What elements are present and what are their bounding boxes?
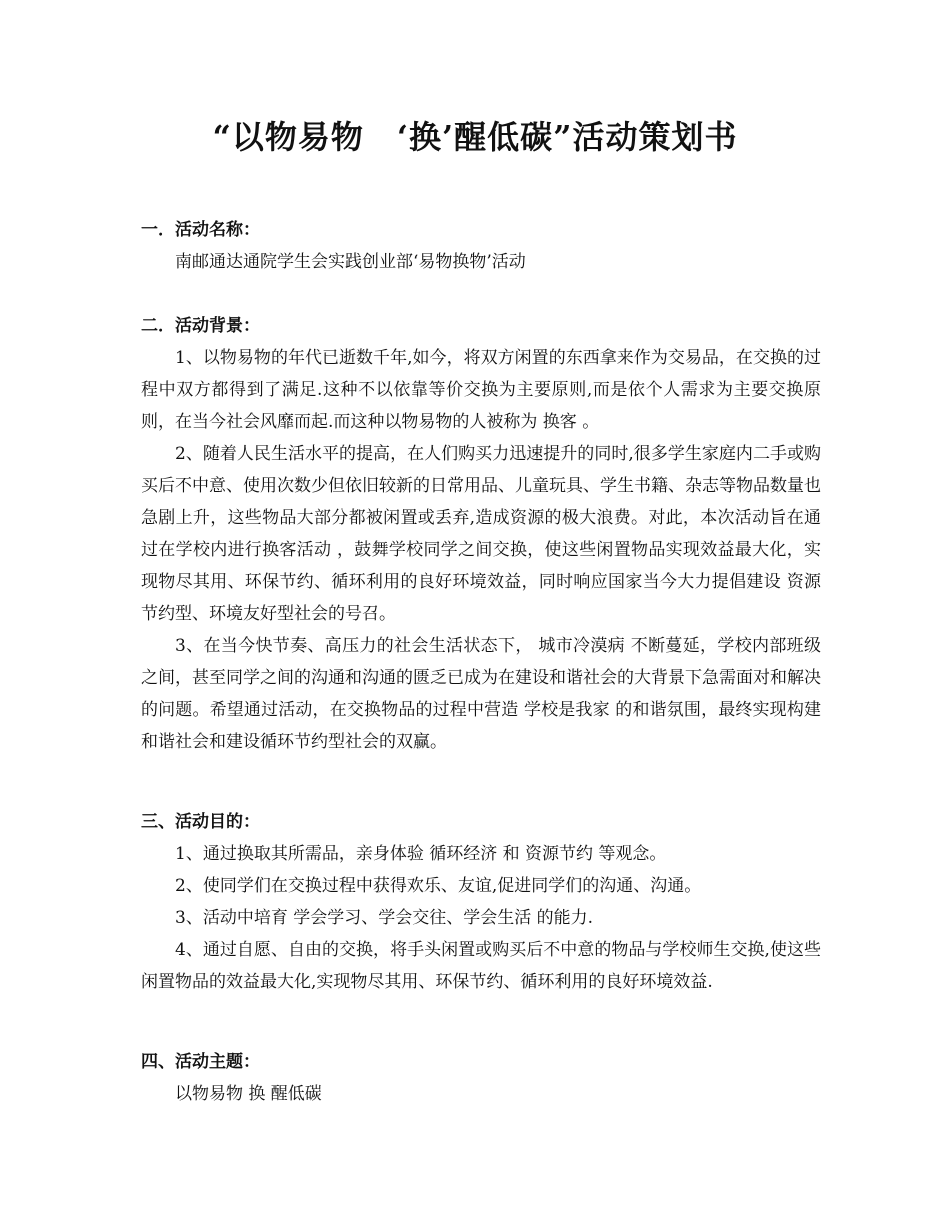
- paragraph: 以物易物 换 醒低碳: [175, 1084, 322, 1104]
- paragraph: 1、以物易物的年代已逝数千年,如今，将双方闲置的东西拿来作为交易品，在交换的过程中双方都得到了满足.这种不以依靠等价交换为主要原则,而是依个人需求为主要交换原则，在当今社会风靡而起.而这种以物易物的人被称为 换客 。: [141, 348, 821, 432]
- section-activity-theme: [141, 1046, 821, 1110]
- paragraph: 南邮通达通院学生会实践创业部‘易物换物’活动: [175, 252, 526, 272]
- section-activity-purpose: [141, 806, 821, 998]
- section-spacer: [141, 998, 821, 1046]
- paragraph: 4、通过自愿、自由的交换，将手头闲置或购买后不中意的物品与学校师生交换,使这些闲置物品的效益最大化,实现物尽其用、环保节约、循环利用的良好环境效益.: [141, 940, 821, 992]
- section-heading: 四、活动主题：: [141, 1052, 260, 1072]
- section-spacer: [141, 278, 821, 310]
- document-body: [141, 214, 821, 1110]
- paragraph: 1、通过换取其所需品，亲身体验 循环经济 和 资源节约 等观念。: [175, 844, 667, 864]
- paragraph: 3、活动中培育 学会学习、学会交往、学会生活 的能力.: [175, 908, 594, 928]
- section-activity-name: [141, 214, 821, 278]
- document-title: “以物易物 ‘换’醒低碳”活动策划书: [212, 118, 738, 156]
- section-activity-background: [141, 310, 821, 758]
- paragraph: 2、随着人民生活水平的提高，在人们购买力迅速提升的同时,很多学生家庭内二手或购买后不中意、使用次数少但依旧较新的日常用品、儿童玩具、学生书籍、杂志等物品数量也急剧上升，这些物品大部分都被闲置或丢弃,造成资源的极大浪费。对此，本次活动旨在通过在学校内进行换客活动 ，鼓舞学校同学之间交换，使这些闲置物品实现效益最大化，实现物尽其用、环保节约、循环利用的良好环境效益，同时响应国家当今大力提倡建设 资源节约型、环境友好型社会的号召。: [141, 444, 821, 624]
- section-heading: 一．活动名称：: [141, 220, 260, 240]
- paragraph: 3、在当今快节奏、高压力的社会生活状态下， 城市冷漠病 不断蔓延，学校内部班级之间，甚至同学之间的沟通和沟通的匮乏已成为在建设和谐社会的大背景下急需面对和解决的问题。希望通过活动，在交换物品的过程中营造 学校是我家 的和谐氛围，最终实现构建和谐社会和建设循环节约型社会的双赢。: [141, 636, 821, 752]
- section-heading: 二．活动背景：: [141, 316, 260, 336]
- section-spacer: [141, 758, 821, 806]
- section-heading: 三、活动目的：: [141, 812, 260, 832]
- paragraph: 2、使同学们在交换过程中获得欢乐、友谊,促进同学们的沟通、沟通。: [175, 876, 702, 896]
